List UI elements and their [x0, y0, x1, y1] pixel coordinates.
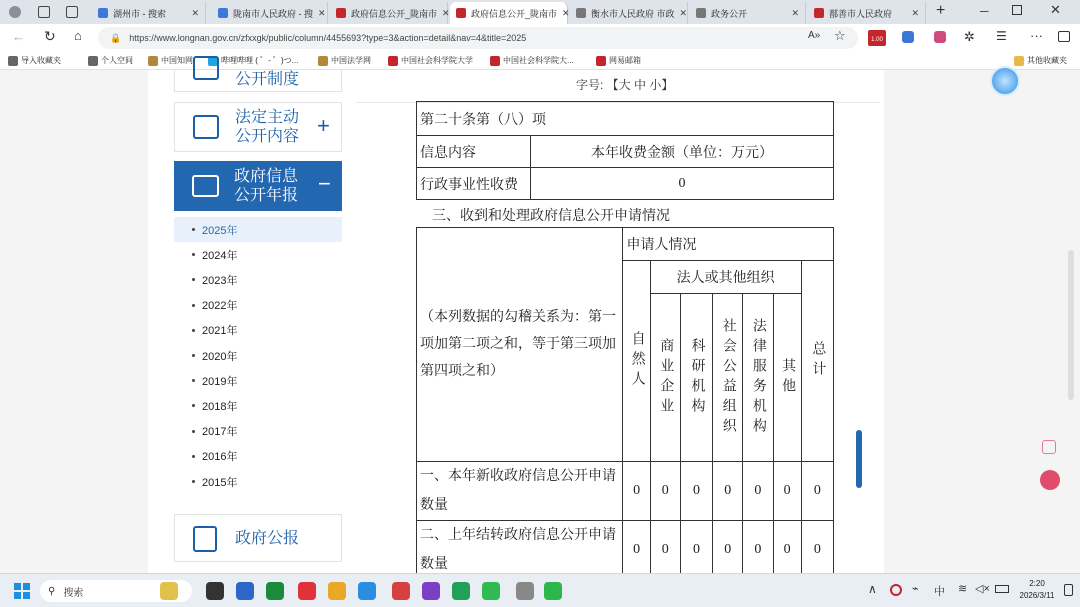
collections-icon[interactable] — [38, 6, 50, 18]
sidebar-item-label: 法定主动 公开内容 — [235, 109, 300, 145]
bookmark-favicon-icon — [318, 56, 328, 66]
ext-icon-1[interactable] — [902, 31, 914, 43]
tab-label: 陇南市人民政府 - 搜 — [233, 8, 313, 19]
bookmark-favicon-icon — [596, 56, 606, 66]
col-natural-person: 自然人 — [623, 261, 650, 462]
bookmarks-bar — [0, 52, 1080, 70]
table-row — [417, 521, 834, 580]
bookmark-item[interactable] — [8, 55, 61, 66]
folder-icon — [1014, 56, 1024, 66]
notification-icon[interactable] — [1064, 584, 1073, 596]
bookmark-item[interactable] — [596, 55, 641, 66]
taskbar-app-icon[interactable] — [160, 582, 178, 600]
bookmark-item[interactable] — [490, 55, 574, 66]
year-label: 2023年 — [202, 274, 238, 287]
favorite-star-icon[interactable]: ☆ — [834, 28, 846, 43]
expand-plus-icon[interactable]: + — [317, 113, 330, 138]
bookmark-label: 中国法学网 — [331, 56, 371, 65]
sidebar-year-5[interactable] — [174, 343, 342, 368]
row-label: 二、上年结转政府信息公开申请数量 — [417, 521, 623, 580]
folder-icon — [192, 175, 219, 197]
sidebar-year-7[interactable] — [174, 393, 342, 418]
sidebar-year-9[interactable] — [174, 444, 342, 469]
table-cell: 0 — [743, 462, 773, 521]
tab-label: 政府信息公开_陇南市 — [471, 8, 558, 19]
tab-label: 政府信息公开_陇南市 — [351, 8, 438, 19]
taskbar-app-icon[interactable] — [358, 582, 376, 600]
bullet-icon — [192, 430, 195, 433]
url-text[interactable]: https://www.longnan.gov.cn/zfxxgk/public/column/4455693?type=3&action=detail&nav=4&title=2025 — [129, 33, 527, 43]
bookmark-label: 网易邮箱 — [609, 56, 641, 65]
bookmark-favicon-icon — [8, 56, 18, 66]
fee-table — [416, 101, 834, 200]
font-size-control[interactable]: 字号: 【大 中 小】 — [576, 78, 674, 92]
start-icon[interactable] — [14, 583, 30, 599]
tab-actions-icon[interactable] — [66, 6, 78, 18]
tab-label: 衡水市人民政府 市政 — [591, 8, 675, 19]
taskbar-app-icon[interactable] — [452, 582, 470, 600]
year-label: 2015年 — [202, 476, 238, 489]
year-label: 2022年 — [202, 300, 238, 313]
sidebar-item-annual-report[interactable] — [174, 161, 342, 211]
fee-row-label: 行政事业性收费 — [417, 168, 531, 200]
taskbar-app-icon[interactable] — [422, 582, 440, 600]
col-legal-sub: 科研机构 — [680, 294, 712, 462]
bookmark-other-favorites[interactable] — [1014, 55, 1067, 66]
address-bar-row — [0, 24, 1080, 52]
tab-close-icon[interactable]: ✕ — [442, 7, 450, 18]
tab-close-icon[interactable]: ✕ — [791, 7, 799, 18]
back-icon[interactable]: ← — [12, 29, 25, 44]
fee-col-amount: 本年收费金额（单位：万元） — [531, 136, 834, 168]
read-aloud-icon[interactable]: A» — [808, 30, 821, 41]
document-icon — [193, 56, 219, 80]
bookmark-favicon-icon — [148, 56, 158, 66]
bookmark-item[interactable] — [148, 55, 193, 66]
bullet-icon — [192, 228, 195, 231]
favorites-icon[interactable]: ☰ — [996, 29, 1007, 43]
fee-table-header: 第二十条第（八）项 — [417, 102, 834, 136]
tab-favicon-icon — [456, 8, 466, 18]
bookmark-label: 中国社会科学院大... — [503, 56, 574, 65]
bookmark-label: 导入收藏夹 — [21, 56, 61, 65]
tab-favicon-icon — [696, 8, 706, 18]
col-total: 总计 — [801, 261, 833, 462]
col-legal-sub: 法律服务机构 — [743, 294, 773, 462]
bookmark-item[interactable] — [208, 55, 298, 66]
legal-entity-header: 法人或其他组织 — [650, 261, 801, 294]
page-viewport — [0, 70, 1080, 573]
tab-close-icon[interactable]: ✕ — [191, 7, 199, 18]
tray-app-icon[interactable] — [890, 584, 902, 596]
sidebar-item-label: 政府信息 公开年报 — [234, 168, 299, 204]
year-label: 2021年 — [202, 325, 238, 338]
applicant-header: 申请人情况 — [623, 228, 834, 261]
scrollbar-track[interactable] — [1068, 250, 1074, 400]
taskbar-app-icon[interactable] — [266, 582, 284, 600]
taskbar-app-icon[interactable] — [298, 582, 316, 600]
tab-close-icon[interactable]: ✕ — [562, 7, 570, 18]
bookmark-label: 中国知网 — [161, 56, 193, 65]
sidebar-year-0[interactable] — [174, 217, 342, 242]
calendar-icon — [193, 115, 219, 139]
bullet-icon — [192, 455, 195, 458]
tab-favicon-icon — [576, 8, 586, 18]
search-icon: ⚲ — [48, 585, 56, 597]
sidebar-year-4[interactable] — [174, 318, 342, 343]
volume-icon[interactable]: ◁× — [975, 583, 990, 595]
bullet-icon — [192, 404, 195, 407]
table-cell: 0 — [680, 462, 712, 521]
year-label: 2019年 — [202, 375, 238, 388]
table-cell: 0 — [743, 521, 773, 580]
year-label: 2024年 — [202, 249, 238, 262]
bookmark-favicon-icon — [388, 56, 398, 66]
bookmark-favicon-icon — [88, 56, 98, 66]
collapse-minus-icon[interactable]: − — [318, 171, 331, 196]
taskbar-app-icon[interactable] — [516, 582, 534, 600]
clock[interactable] — [1012, 578, 1062, 602]
tab-close-icon[interactable]: ✕ — [679, 7, 688, 18]
tab-close-icon[interactable]: ✕ — [911, 7, 919, 18]
table-cell: 0 — [801, 521, 833, 580]
tab-label: 政务公开 — [711, 8, 748, 19]
share-icon[interactable] — [1042, 440, 1056, 454]
extensions-icon[interactable]: ✲ — [964, 29, 975, 44]
taskbar-app-icon[interactable] — [544, 582, 562, 600]
close-window-button[interactable]: ✕ — [1050, 2, 1061, 17]
sidebar-item-label: 政府公报 — [235, 530, 300, 547]
tab-2[interactable] — [330, 2, 448, 24]
tab-5[interactable] — [690, 2, 806, 24]
bookmark-label: 其他收藏夹 — [1027, 56, 1067, 65]
tab-0[interactable] — [92, 2, 206, 24]
sidebar-year-10[interactable] — [174, 469, 342, 494]
tab-favicon-icon — [218, 8, 228, 18]
fee-col-content: 信息内容 — [417, 136, 531, 168]
table-cell: 0 — [713, 521, 743, 580]
bookmark-item[interactable] — [88, 55, 133, 66]
taskbar-app-icon[interactable] — [206, 582, 224, 600]
sidebar-item-gazette[interactable] — [174, 514, 342, 562]
windows-taskbar — [0, 573, 1080, 607]
table-cell: 0 — [680, 521, 712, 580]
table-cell: 0 — [801, 462, 833, 521]
sidebar-year-3[interactable] — [174, 293, 342, 318]
bookmark-label: 中国社会科学院大学 — [401, 56, 473, 65]
table-cell: 0 — [773, 521, 801, 580]
taskbar-app-icon[interactable] — [236, 582, 254, 600]
year-label: 2016年 — [202, 451, 238, 464]
bookmark-item[interactable] — [388, 55, 473, 66]
section-title: 三、收到和处理政府信息公开申请情况 — [432, 209, 670, 224]
lock-icon: 🔒 — [110, 32, 122, 43]
bookmark-item[interactable] — [318, 55, 371, 66]
taskbar-app-icon[interactable] — [482, 582, 500, 600]
table-cell: 0 — [713, 462, 743, 521]
year-label: 2020年 — [202, 350, 238, 363]
sidebar-item-disclosure-system[interactable] — [174, 70, 342, 92]
col-legal-sub: 社会公益组织 — [713, 294, 743, 462]
bullet-icon — [192, 304, 195, 307]
application-table — [416, 227, 834, 580]
table-cell: 0 — [650, 462, 680, 521]
year-label: 2025年 — [202, 224, 238, 237]
floating-assistant-button[interactable] — [990, 66, 1020, 96]
tab-favicon-icon — [336, 8, 346, 18]
clock-time: 2:20 — [1029, 579, 1045, 588]
bookmark-label: 哔哩哔哩 ( ゜- ゜)つ... — [221, 56, 299, 65]
search-placeholder: 搜索 — [63, 587, 84, 599]
tab-4[interactable] — [570, 2, 688, 24]
bullet-icon — [192, 379, 195, 382]
year-label: 2017年 — [202, 426, 238, 439]
fee-row-value: 0 — [531, 168, 834, 200]
bullet-icon — [192, 329, 195, 332]
bookmark-favicon-icon — [490, 56, 500, 66]
maximize-button[interactable] — [1012, 5, 1022, 15]
profile-icon[interactable] — [9, 6, 21, 18]
tab-1[interactable] — [212, 2, 328, 24]
refresh-icon[interactable]: ↻ — [44, 28, 56, 44]
bullet-icon — [192, 278, 195, 281]
sidebar-toggle-icon[interactable] — [1058, 31, 1070, 42]
tab-favicon-icon — [814, 8, 824, 18]
sidebar-item-label: 公开制度 — [235, 71, 300, 88]
sidebar-year-8[interactable] — [174, 419, 342, 444]
table-cell: 0 — [773, 462, 801, 521]
tab-6[interactable] — [808, 2, 926, 24]
sidebar-item-statutory-content[interactable] — [174, 102, 342, 152]
table-note: （本列数据的勾稽关系为：第一项加第二项之和，等于第三项加第四项之和） — [417, 228, 623, 462]
page-scroll-thumb[interactable] — [856, 430, 862, 488]
ext-icon-2[interactable] — [934, 31, 946, 43]
col-legal-sub: 商业企业 — [650, 294, 680, 462]
more-icon[interactable]: ··· — [1030, 28, 1043, 43]
col-legal-sub: 其他 — [773, 294, 801, 462]
year-label: 2018年 — [202, 400, 238, 413]
battery-icon[interactable] — [995, 585, 1009, 593]
table-cell: 0 — [623, 462, 650, 521]
bullet-icon — [192, 253, 195, 256]
minimize-button[interactable]: ─ — [980, 4, 989, 18]
tab-label: 鄯善市人民政府 — [829, 8, 893, 19]
tray-chevron-icon[interactable]: ∧ — [868, 582, 877, 596]
table-cell: 0 — [650, 521, 680, 580]
newspaper-icon — [193, 526, 217, 552]
table-row — [417, 462, 834, 521]
tab-label: 湖州市 - 搜索 — [113, 8, 166, 19]
tab-bar — [0, 0, 1080, 24]
home-icon[interactable]: ⌂ — [74, 28, 82, 43]
sidebar-year-2[interactable] — [174, 267, 342, 292]
tray-wifi-icon[interactable]: ⌁ — [912, 583, 919, 595]
bullet-icon — [192, 480, 195, 483]
table-cell: 0 — [623, 521, 650, 580]
address-bar[interactable] — [98, 27, 858, 49]
network-icon[interactable]: ≋ — [958, 583, 968, 595]
clock-date: 2026/3/11 — [1019, 591, 1055, 600]
bookmark-label: 个人空间 — [101, 56, 133, 65]
row-label: 一、本年新收政府信息公开申请数量 — [417, 462, 623, 521]
taskbar-app-icon[interactable] — [392, 582, 410, 600]
new-tab-button[interactable]: + — [936, 2, 946, 19]
sidebar-year-1[interactable] — [174, 242, 342, 267]
tab-favicon-icon — [98, 8, 108, 18]
bullet-icon — [192, 354, 195, 357]
tab-3[interactable] — [450, 2, 568, 24]
taskbar-app-icon[interactable] — [328, 582, 346, 600]
sidebar-year-6[interactable] — [174, 368, 342, 393]
quick-tool-icon[interactable] — [1040, 470, 1060, 490]
tab-close-icon[interactable]: ✕ — [318, 7, 326, 18]
ime-indicator[interactable]: 中 — [934, 586, 945, 598]
extension-badge[interactable]: 1.00 — [868, 30, 886, 46]
